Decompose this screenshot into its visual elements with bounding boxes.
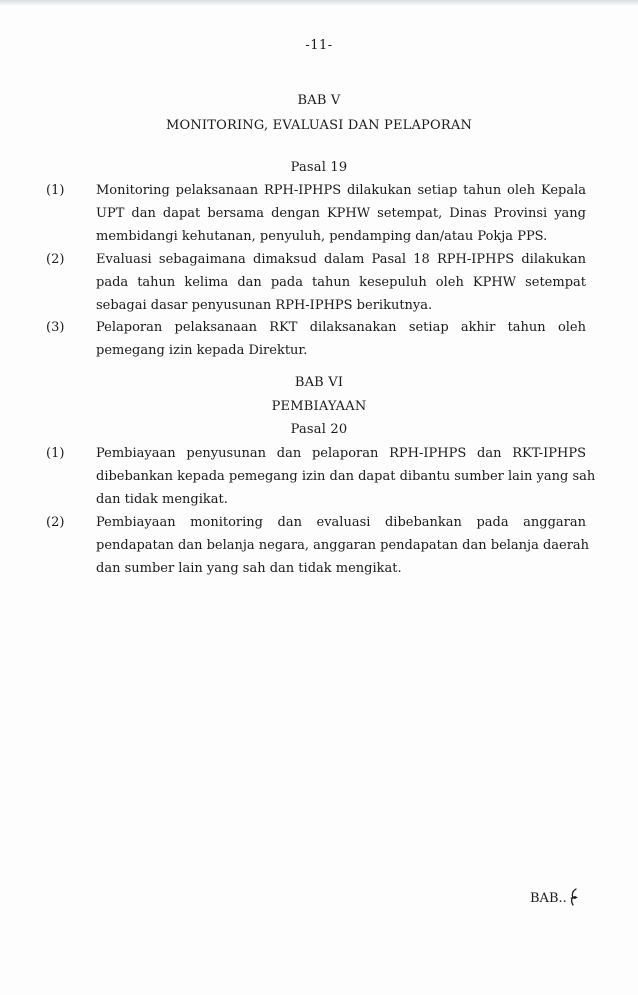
next-page-label: BAB.. (530, 891, 567, 906)
clause (46, 442, 596, 511)
clause-line: UPT dan dapat bersama dengan KPHW setempat, Dinas Provinsi yang (96, 206, 586, 221)
clause-line: sebagai dasar penyusunan RPH-IPHPS berikutnya. (96, 298, 433, 313)
next-page-reference (530, 888, 580, 906)
chapter-heading: BAB V (297, 93, 341, 108)
chapter-title: PEMBIAYAAN (271, 399, 367, 414)
clause (46, 511, 590, 580)
clause-line: Monitoring pelaksanaan RPH-IPHPS dilakukan setiap tahun oleh Kepala (96, 183, 586, 198)
clause (46, 248, 586, 317)
clause-line: Evaluasi sebagaimana dimaksud dalam Pasal 18 RPH-IPHPS dilakukan (96, 252, 586, 267)
article-heading: Pasal 20 (290, 422, 348, 437)
clause-line: pendapatan dan belanja negara, anggaran pendapatan dan belanja daerah (96, 538, 590, 553)
page-number: -11- (305, 38, 333, 53)
clause-line: pemegang izin kepada Direktur. (96, 343, 308, 358)
clause-line: Pelaporan pelaksanaan RKT dilaksanakan setiap akhir tahun oleh (96, 320, 586, 335)
clause-number: (1) (46, 446, 65, 461)
clause-line: dibebankan kepada pemegang izin dan dapat dibantu sumber lain yang sah (96, 469, 596, 484)
article-heading: Pasal 19 (290, 160, 348, 175)
clause-line: Pembiayaan monitoring dan evaluasi dibebankan pada anggaran (96, 515, 586, 530)
chapter-heading: BAB VI (294, 375, 344, 390)
chapter-title: MONITORING, EVALUASI DAN PELAPORAN (165, 118, 473, 133)
initial-signature-icon (568, 888, 580, 906)
clause-line: Pembiayaan penyusunan dan pelaporan RPH-IPHPS dan RKT-IPHPS (96, 446, 586, 461)
clause-line: dan tidak mengikat. (96, 492, 228, 507)
clause-number: (1) (46, 183, 65, 198)
clause-number: (3) (46, 320, 65, 335)
clause-line: membidangi kehutanan, penyuluh, pendamping dan/atau Pokja PPS. (96, 229, 548, 244)
clause-number: (2) (46, 515, 65, 530)
scan-edge-shadow (0, 0, 638, 6)
clause-line: dan sumber lain yang sah dan tidak mengikat. (96, 561, 402, 576)
clause (46, 179, 586, 248)
clause-line: pada tahun kelima dan pada tahun kesepuluh oleh KPHW setempat (96, 275, 586, 290)
clause (46, 316, 586, 362)
clause-number: (2) (46, 252, 65, 267)
